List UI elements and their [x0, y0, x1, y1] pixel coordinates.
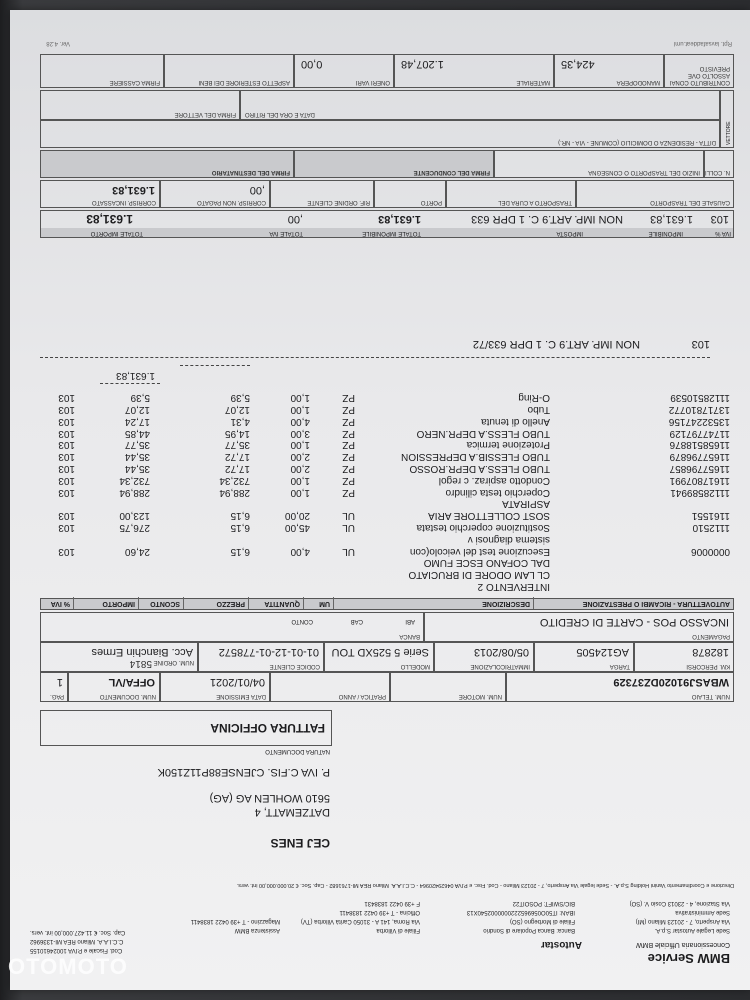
table-row — [54, 438, 734, 450]
admin-city: Via Stazione, 4 - 23013 Cosio V. (SO) — [629, 900, 730, 906]
summary-code: 103 — [710, 213, 729, 225]
legal-city: Via Ansperto, 7 - 20123 Milano (MI) — [635, 918, 730, 924]
row-price: 6,15 — [230, 545, 250, 557]
summary-tot-imponibile: 1.631,83 — [378, 213, 421, 225]
row-desc: Protezione termica — [466, 439, 550, 451]
telaio-cell — [506, 672, 734, 702]
row-amount: 5,39 — [130, 392, 150, 404]
row-desc: Condotto aspiraz. c regol — [438, 474, 550, 486]
aspetto-label: ASPETTO ESTERIORE DEI BENI — [198, 79, 290, 85]
dealer-branch-block — [301, 898, 420, 934]
line-items — [10, 392, 750, 592]
ditta-cell — [40, 120, 720, 148]
customer-tax-ids: P. IVA C.FIS. CJENSE88P11Z150K — [157, 766, 330, 778]
row-amount: 44,85 — [124, 427, 150, 439]
customer-city: 5610 WOHLEN AG (AG) — [209, 792, 330, 804]
row-amount: 24,60 — [124, 545, 150, 557]
row-qty: 1,00 — [290, 486, 310, 498]
row-iva: 103 — [58, 392, 75, 404]
row-amount: 12,07 — [124, 404, 150, 415]
incassato-cell — [40, 180, 160, 208]
targa-value: AG124505 — [576, 646, 629, 658]
table-row — [54, 486, 734, 498]
bank-name: Banca: Banca Popolare di Sondrio — [483, 927, 575, 933]
motore-label: NUM. MOTORE — [458, 693, 502, 699]
table-row — [54, 545, 734, 557]
row-iva: 103 — [58, 427, 75, 439]
row-desc: CL LAM ODORE DI BRUCIATO — [408, 569, 550, 581]
footer-legal-line: Direzione e Coordinamento Vanini Holding S.p.A. - Sede legale Via Ansperto, 7 - 20123 Milano - Cod. Fisc. e P.IVA 04629420964 - C.C.I.A.A. Milano REA MI-1761682 - Cap. Soc. € 20.000.000,00 int. vers. — [236, 882, 734, 888]
summary-note: NON IMP. ART.9 C. 1 DPR 633 — [471, 213, 623, 225]
immatr-label: IMMATRICOLAZIONE — [470, 663, 530, 669]
causale-label: CAUSALE DEL TRASPORTO — [650, 199, 730, 205]
row-amount: 35,44 — [124, 463, 150, 474]
customer-street: DATZEMATT, 4 — [254, 806, 330, 818]
row-price: 732,34 — [219, 474, 250, 486]
row-price: 6,15 — [230, 510, 250, 522]
cliente-cell — [198, 642, 324, 672]
customer-name: CEJ ENES — [270, 836, 330, 850]
firma-vettore-label: FIRMA DEL VETTORE — [174, 111, 236, 117]
row-iva: 103 — [58, 439, 75, 451]
cassiere-label: FIRMA CASSIERE — [109, 79, 160, 85]
numero-value: OFFA/VL — [108, 676, 155, 688]
telaio-value: WBASJ91020DZ37329 — [613, 676, 729, 688]
bank-branch: Filiale di Morbegno (SO) — [509, 918, 575, 924]
row-amount: 276,75 — [119, 522, 150, 533]
ritiro-label: DATA E ORA DEL RITIRO — [245, 111, 315, 117]
materiale-cell — [394, 54, 554, 88]
colli-cell — [704, 150, 734, 178]
row-price: 4,31 — [230, 415, 250, 427]
fiscal-code: Cod. Fiscale e P.IVA 10024610155 — [30, 947, 123, 953]
row-qty: 3,00 — [290, 427, 310, 439]
targa-label: TARGA — [609, 663, 630, 669]
cciaa: C.C.I.A.A. Milano REA MI-1336962 — [30, 938, 124, 944]
admin-label: Sede Amministrativa — [675, 909, 730, 915]
row-amount: 17,24 — [124, 415, 150, 427]
row-um: PZ — [342, 463, 355, 474]
row-desc: TUBO FLESSIB.A DEPRESSION — [401, 451, 550, 463]
row-iva: 103 — [58, 451, 75, 463]
summary-tot-imponibile-label: TOTALE IMPONIBILE — [362, 230, 421, 236]
row-desc: DAL COFANO ESCE FUMO — [423, 557, 550, 569]
row-desc: Esecuzione test del veicolo(con — [409, 545, 550, 557]
row-qty: 1,00 — [290, 439, 310, 451]
row-code: 1161551 — [691, 510, 730, 522]
officina-phone: Officina - T +39 0422 1838411 — [339, 909, 420, 915]
nature-box — [40, 710, 332, 746]
header-sconto: SCONTO — [138, 597, 183, 609]
row-iva: 103 — [58, 463, 75, 474]
accettatore-value: Acc. Bianchin Ermes — [91, 646, 193, 658]
emissione-cell — [160, 672, 270, 702]
table-row — [54, 403, 734, 415]
row-um: PZ — [342, 439, 355, 451]
row-um: PZ — [342, 474, 355, 486]
row-um: PZ — [342, 427, 355, 439]
ordine-value: 5814 — [129, 658, 152, 669]
destinatario-label: FIRMA DEL DESTINATARIO — [211, 169, 290, 175]
row-iva: 103 — [58, 486, 75, 498]
numero-cell — [68, 672, 160, 702]
firma-vettore-cell — [40, 90, 240, 120]
row-amount: 35,44 — [124, 451, 150, 463]
row-qty: 1,00 — [290, 404, 310, 415]
dashed-rule — [180, 365, 250, 366]
table-row — [54, 580, 734, 592]
row-iva: 103 — [58, 415, 75, 427]
summary-tot-iva: ,00 — [287, 213, 303, 225]
motore-cell — [390, 672, 506, 702]
row-iva: 103 — [58, 510, 75, 522]
dealer-name: Autostar — [540, 939, 582, 950]
manodopera-cell — [554, 54, 664, 88]
porto-cell — [374, 180, 446, 208]
row-desc: O-Ring — [518, 392, 550, 404]
row-um: UL — [342, 545, 355, 557]
summary-iva-label: IVA % — [715, 230, 731, 236]
summary-row — [40, 210, 734, 238]
incassato-label: CORRISP. INCASSATO — [91, 199, 156, 205]
row-amount: 35,77 — [124, 439, 150, 451]
header-prezzo: PREZZO — [183, 597, 248, 609]
pag-value: 1 — [56, 676, 63, 688]
dealer-type: Concessionaria Ufficiale BMW — [635, 941, 730, 948]
subtotal-value: 1.631,83 — [116, 370, 155, 381]
row-price: 5,39 — [230, 392, 250, 404]
trasporto-cell — [446, 180, 576, 208]
summary-imponibile: 1.631,83 — [650, 213, 693, 225]
bic: BIC/SWIFT: POSOIT22 — [512, 900, 575, 906]
branch-name: Filiale di Villorba — [376, 927, 420, 933]
row-code: 11128510539 — [670, 392, 730, 404]
materiale-label: MATERIALE — [516, 79, 550, 85]
conducente-label: FIRMA DEL CONDUCENTE — [413, 169, 490, 175]
modello-cell — [324, 642, 434, 672]
table-row — [54, 450, 734, 462]
row-amount: 288,94 — [119, 486, 150, 498]
dealer-assist-block — [191, 916, 280, 934]
row-qty: 4,00 — [290, 415, 310, 427]
row-qty: 2,00 — [290, 463, 310, 474]
banca-cell — [40, 612, 424, 642]
bmw-service-title: BMW Service — [647, 951, 730, 966]
ordine-cell — [40, 642, 198, 672]
oneri-cell — [294, 54, 394, 88]
table-row — [54, 474, 734, 486]
summary-tot-iva-label: TOTALE IVA — [269, 230, 303, 236]
causale-cell — [576, 180, 734, 208]
row-qty: 45,00 — [284, 522, 310, 533]
row-desc: SOST COLLETTORE ARIA — [428, 510, 550, 522]
ritiro-cell — [240, 90, 720, 120]
vettore-label: VETTORE — [726, 121, 732, 145]
destinatario-cell — [40, 150, 294, 178]
row-iva: 103 — [58, 545, 75, 557]
modello-value: Serie 5 525XD TOU — [331, 646, 429, 658]
pag-label: PAG. — [50, 693, 64, 699]
exempt-note: NON IMP. ART.9 C. 1 DPR 633/72 — [472, 338, 640, 350]
summary-tot-importo-label: TOTALE IMPORTO — [90, 230, 143, 236]
numero-label: NUM. DOCUMENTO — [99, 693, 156, 699]
header-quantita: QUANTITA — [248, 597, 303, 609]
row-qty: 20,00 — [284, 510, 310, 522]
row-price: 35,77 — [224, 439, 250, 451]
row-um: PZ — [342, 451, 355, 463]
targa-cell — [534, 642, 634, 672]
summary-imposta-label: IMPOSTA — [556, 230, 583, 236]
pag-cell — [40, 672, 68, 702]
oneri-value: 0,00 — [301, 58, 323, 70]
table-row — [54, 533, 734, 545]
conducente-cell — [294, 150, 494, 178]
banca-label: BANCA — [399, 633, 420, 639]
table-row — [54, 415, 734, 427]
row-um: UL — [342, 510, 355, 522]
row-um: PZ — [342, 415, 355, 427]
summary-imponibile-label: IMPONIBILE — [648, 230, 683, 236]
immatr-value: 05/08/2013 — [473, 646, 529, 658]
row-code: 11657796857 — [669, 463, 730, 474]
km-cell — [634, 642, 734, 672]
share-capital: Cap. Soc. € 11.427.000,00 int. vers. — [30, 929, 126, 935]
row-price: 14,95 — [224, 427, 250, 439]
row-desc: TUBO FLESS.A DEPR.NERO — [416, 427, 550, 439]
cassiere-cell — [40, 54, 164, 88]
header-descrizione: DESCRIZIONE — [333, 597, 533, 609]
cliente-value: 01-01-12-01-778572 — [218, 646, 319, 658]
ordine-label: NUM. ORDINE — [153, 659, 194, 665]
row-qty: 1,00 — [290, 392, 310, 404]
conto-label: CONTO — [291, 618, 313, 624]
row-desc: Sostituzione coperchio testata — [416, 522, 550, 533]
invoice-sheet — [10, 10, 750, 990]
table-row — [54, 509, 734, 521]
row-code: 11657796879 — [669, 451, 730, 463]
pratica-label: PRATICA / ANNO — [338, 693, 386, 699]
row-code: 11128589941 — [670, 486, 730, 498]
row-qty: 2,00 — [290, 451, 310, 463]
row-um: UL — [342, 522, 355, 533]
pagamento-label: PAGAMENTO — [692, 633, 730, 639]
row-desc: TUBO FLESS.A DEPR.ROSSO — [409, 463, 550, 474]
table-row — [54, 568, 734, 580]
row-qty: 4,00 — [290, 545, 310, 557]
row-desc: Coperchio testa cilindro — [445, 486, 550, 498]
oneri-label: ONERI VARI — [355, 79, 390, 85]
pagamento-value: INCASSO POS - CARTE DI CREDITO — [539, 616, 729, 628]
row-desc: INTERVENTO 2 — [477, 581, 550, 592]
iban: IBAN: IT50O0569652220000002540X13 — [466, 909, 575, 915]
table-row — [54, 556, 734, 568]
pagamento-cell — [424, 612, 734, 642]
row-price: 6,15 — [230, 522, 250, 533]
abi-label: ABI — [405, 618, 415, 624]
dealer-fiscal-block — [30, 927, 160, 954]
long-dashed-rule — [40, 357, 710, 358]
ordine-cliente-cell — [270, 180, 374, 208]
manodopera-label: MANODOPERA — [616, 79, 660, 85]
row-iva: 103 — [58, 522, 75, 533]
porto-label: PORTO — [420, 199, 442, 205]
ditta-label: DITTA - RESIDENZA O DOMICILIO (COMUNE - VIA - NR.) — [558, 139, 716, 145]
incassato-value: 1.631,83 — [112, 184, 155, 196]
assist-label: Assistenza BMW — [234, 927, 280, 933]
summary-tot-importo: 1.631,83 — [86, 212, 133, 226]
row-code: 1112510 — [692, 522, 730, 533]
manodopera-value: 424,35 — [561, 58, 595, 70]
row-amount: 732,34 — [119, 474, 150, 486]
modello-label: MODELLO — [400, 663, 430, 669]
footer-version: Ver. 4.28 — [46, 40, 70, 46]
document-nature: FATTURA OFFICINA — [210, 721, 325, 735]
otomoto-watermark: OTOMOTO — [8, 954, 128, 979]
row-um: PZ — [342, 404, 355, 415]
row-desc: Anello di tenuta — [481, 415, 550, 427]
nature-label: NATURA DOCUMENTO — [265, 748, 330, 754]
row-code: 11747797129 — [669, 427, 730, 439]
materiale-value: 1.207,48 — [401, 58, 444, 70]
corrisp-label: CORRISP. NON PAGATO — [197, 199, 266, 205]
aspetto-cell — [164, 54, 294, 88]
row-qty: 1,00 — [290, 474, 310, 486]
exempt-code: 103 — [691, 338, 710, 350]
trasporto-label: TRASPORTO A CURA DEL — [498, 199, 572, 205]
header-importo: IMPORTO — [73, 597, 138, 609]
magazzino-phone: Magazzino - T +39 0422 1838411 — [190, 918, 280, 924]
row-price: 12,07 — [224, 404, 250, 415]
footer-code: Rpt. lavsafaddeat.uml — [673, 40, 732, 46]
cab-label: CAB — [350, 618, 363, 624]
row-desc: Tubo — [527, 404, 550, 415]
row-code: 11658518876 — [669, 439, 730, 451]
cliente-label: CODICE CLIENTE — [269, 663, 320, 669]
row-price: 17,72 — [224, 463, 250, 474]
telaio-label: NUM. TELAIO — [691, 693, 730, 699]
corrisp-value: ,00 — [249, 184, 265, 196]
table-row — [54, 497, 734, 509]
fax-number: F +39 0422 1838431 — [364, 900, 420, 906]
header-um: UM — [303, 597, 333, 609]
inizio-label: INIZIO DEL TRASPORTO O CONSEGNA — [588, 169, 700, 175]
row-um: PZ — [342, 486, 355, 498]
row-code: 13717810772 — [668, 404, 730, 415]
row-code: 13532247156 — [668, 415, 730, 427]
dealer-legal-block — [630, 898, 730, 934]
row-amount: 123,00 — [119, 510, 150, 522]
vettore-cell — [720, 90, 734, 148]
km-value: 182878 — [692, 646, 729, 658]
immatr-cell — [434, 642, 534, 672]
ordine-cliente-label: RIF. ORDINE CLIENTE — [307, 199, 370, 205]
emissione-value: 04/01/2021 — [209, 676, 265, 688]
row-code: 11617807991 — [669, 474, 730, 486]
row-um: PZ — [342, 392, 355, 404]
row-price: 17,72 — [224, 451, 250, 463]
row-desc: ASPIRATA — [502, 498, 550, 510]
colli-label: N. COLLI — [704, 169, 730, 175]
row-desc: sistema diagnosi v — [467, 533, 550, 545]
ordine-label-wrap — [130, 658, 194, 669]
inizio-cell — [494, 150, 704, 178]
table-header — [40, 598, 734, 610]
subtotal-rule — [100, 383, 160, 384]
table-row — [54, 521, 734, 533]
row-iva: 103 — [58, 404, 75, 415]
table-row — [54, 391, 734, 403]
conai-cell — [664, 54, 734, 88]
row-iva: 103 — [58, 474, 75, 486]
corrisp-cell — [160, 180, 270, 208]
km-label: KM. PERCORSI — [686, 663, 730, 669]
emissione-label: DATA EMISSIONE — [216, 693, 266, 699]
conai-label: CONTRIBUTO CONAI ASSOLTO OVE PREVISTO — [669, 65, 730, 85]
header-autovettura: AUTOVETTURA - RICAMBI O PRESTAZIONE — [533, 597, 733, 609]
row-code: 0000006 — [691, 545, 730, 557]
dealer-bank-block — [467, 898, 575, 934]
legal-address: Sede Legale Autostar S.p.A. — [654, 927, 730, 933]
table-row — [54, 462, 734, 474]
table-row — [54, 427, 734, 439]
row-price: 288,94 — [219, 486, 250, 498]
pratica-cell — [270, 672, 390, 702]
header-iva: % IVA — [50, 600, 70, 607]
branch-address: Via Roma, 141 A - 31050 Carità Villorba (TV) — [300, 918, 420, 924]
